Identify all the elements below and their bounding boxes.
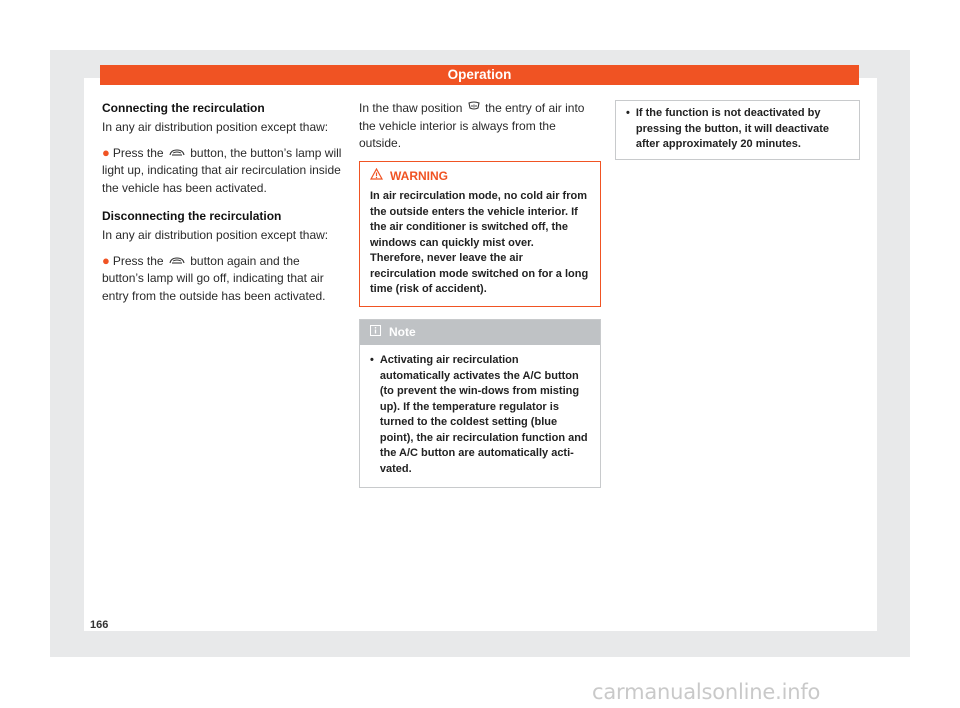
column-middle	[359, 100, 601, 488]
warning-text: In air recirculation mode, no cold air from the outside enters the vehicle interior. If the air conditioner is switched off, the windows can quickly mist over. Therefore, never leave the air recirculation mode switched on for a long time (risk of accident).	[370, 190, 589, 296]
note-bullet	[370, 353, 590, 477]
thaw-post: the entry of air into the vehicle interior is always from the outside.	[359, 101, 585, 151]
connect-bullet	[102, 144, 342, 198]
column-right	[615, 100, 860, 160]
column-left	[102, 100, 342, 312]
section-banner: Operation	[100, 65, 859, 85]
disconnect-heading: Disconnecting the recirculation	[102, 209, 282, 224]
disconnect-bullet	[102, 252, 342, 306]
connect-bullet-post: button, the button’s lamp will light up, indicating that air recirculation inside the vehicle has been activated.	[102, 145, 342, 195]
thaw-pre: In the thaw position	[359, 101, 463, 115]
disconnect-bullet-post: button again and the button’s lamp will go off, indicating that air entry from the outside has been activated.	[102, 253, 326, 303]
note-title: Note	[389, 324, 416, 339]
connect-bullet-pre: Press the	[112, 145, 164, 160]
thaw-paragraph	[359, 100, 601, 153]
note-content	[360, 345, 600, 487]
warning-triangle-icon	[370, 168, 383, 186]
info-icon	[370, 324, 381, 342]
note-bullet	[626, 106, 849, 153]
connect-heading: Connecting the recirculation	[102, 101, 265, 115]
warning-header	[360, 162, 600, 190]
connect-intro: In any air distribution position except thaw:	[102, 120, 329, 134]
note-header	[360, 320, 600, 346]
bullet-icon: ●	[102, 252, 110, 268]
warning-title: WARNING	[390, 168, 448, 183]
note-text: Activating air recirculation automatically activates the A/C button (to prevent the win-dows from misting up). If the temperature regulator is turned to the coldest setting (blue point), the air recirculation function and the A/C button are automatically acti-vated.	[379, 354, 588, 475]
disconnect-bullet-pre: Press the	[112, 253, 164, 268]
disconnect-intro: In any air distribution position except thaw:	[102, 228, 329, 243]
note-box	[359, 319, 601, 489]
bullet-icon: •	[626, 107, 630, 119]
thaw-icon	[468, 100, 480, 118]
bullet-icon: •	[370, 354, 374, 367]
warning-box	[359, 161, 601, 307]
bullet-icon: ●	[102, 144, 110, 160]
recirculation-icon	[169, 253, 185, 271]
note-continuation-box	[615, 100, 860, 160]
note-continuation-text: If the function is not deactivated by pressing the button, it will deactivate after approximately 20 minutes.	[635, 107, 829, 150]
page-number: 166	[90, 619, 109, 631]
watermark: carmanualsonline.info	[592, 680, 821, 704]
recirculation-icon	[169, 145, 185, 163]
